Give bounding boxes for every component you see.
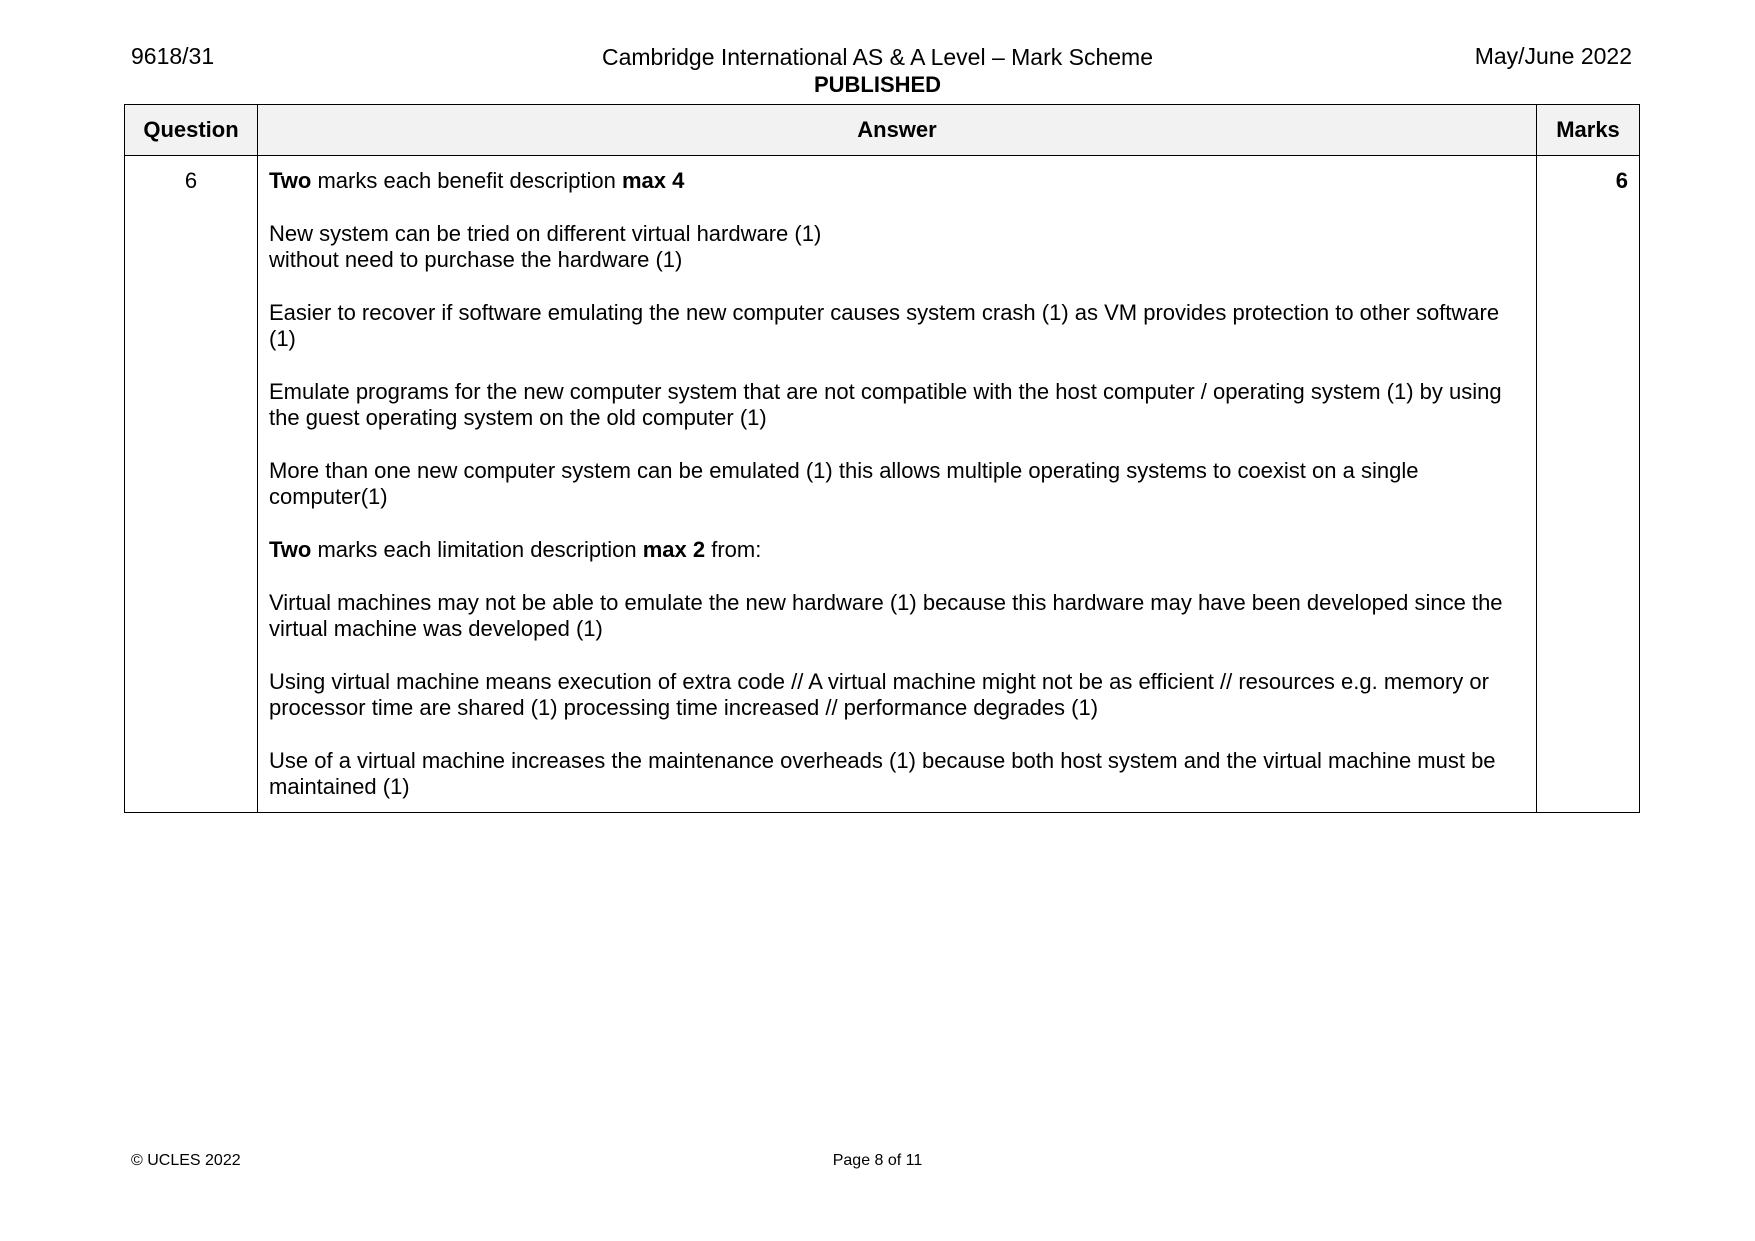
column-header-answer: Answer <box>258 105 1537 156</box>
column-header-marks: Marks <box>1537 105 1640 156</box>
benefit-point <box>269 300 1526 352</box>
limitation-line: Using virtual machine means execution of extra code // A virtual machine might not be as efficient // resources e.g. memory or processor time are shared (1) processing time increased // performance degrades (1) <box>269 669 1489 720</box>
question-number: 6 <box>125 156 258 813</box>
limitation-heading-text: marks each limitation description <box>311 537 643 562</box>
limitation-heading-max: max 2 <box>642 537 706 562</box>
mark-scheme-table <box>124 104 1640 813</box>
table-header-row <box>125 105 1640 156</box>
limitation-heading-emphasis: Two <box>269 537 312 562</box>
limitation-line: Use of a virtual machine increases the maintenance overheads (1) because both host system and the virtual machine must be maintained (1) <box>269 748 1496 799</box>
limitation-point <box>269 748 1526 800</box>
benefit-line: New system can be tried on different virtual hardware (1) <box>269 221 822 246</box>
benefit-point <box>269 221 1526 273</box>
benefit-line: Emulate programs for the new computer system that are not compatible with the host computer / operating system (1) by using the guest operating system on the old computer (1) <box>269 379 1502 430</box>
limitation-point <box>269 669 1526 721</box>
copyright-notice: © UCLES 2022 <box>131 1152 241 1169</box>
benefit-heading-max: max 4 <box>621 168 685 193</box>
page-number: Page 8 of 11 <box>832 1152 923 1169</box>
benefit-line: without need to purchase the hardware (1) <box>269 247 683 272</box>
benefit-heading <box>269 168 1526 194</box>
limitation-heading <box>269 537 1526 563</box>
document-title: Cambridge International AS & A Level – Mark Scheme <box>601 44 1154 70</box>
limitation-point <box>269 590 1526 642</box>
benefit-heading-text: marks each benefit description <box>311 168 622 193</box>
published-label: PUBLISHED <box>813 72 942 97</box>
benefit-heading-emphasis: Two <box>269 168 312 193</box>
benefit-line: More than one new computer system can be emulated (1) this allows multiple operating systems to coexist on a single computer(1) <box>269 458 1419 509</box>
benefit-line: Easier to recover if software emulating the new computer causes system crash (1) as VM provides protection to other software (1) <box>269 300 1500 351</box>
table-row <box>125 156 1640 813</box>
benefit-point <box>269 379 1526 431</box>
marks-value: 6 <box>1537 156 1640 813</box>
benefit-point <box>269 458 1526 510</box>
limitation-heading-suffix: from: <box>705 537 762 562</box>
answer-cell <box>258 156 1537 813</box>
paper-code: 9618/31 <box>131 43 215 69</box>
column-header-question: Question <box>125 105 258 156</box>
exam-session: May/June 2022 <box>1474 43 1632 69</box>
limitation-line: Virtual machines may not be able to emulate the new hardware (1) because this hardware may have been developed since the virtual machine was developed (1) <box>269 590 1503 641</box>
